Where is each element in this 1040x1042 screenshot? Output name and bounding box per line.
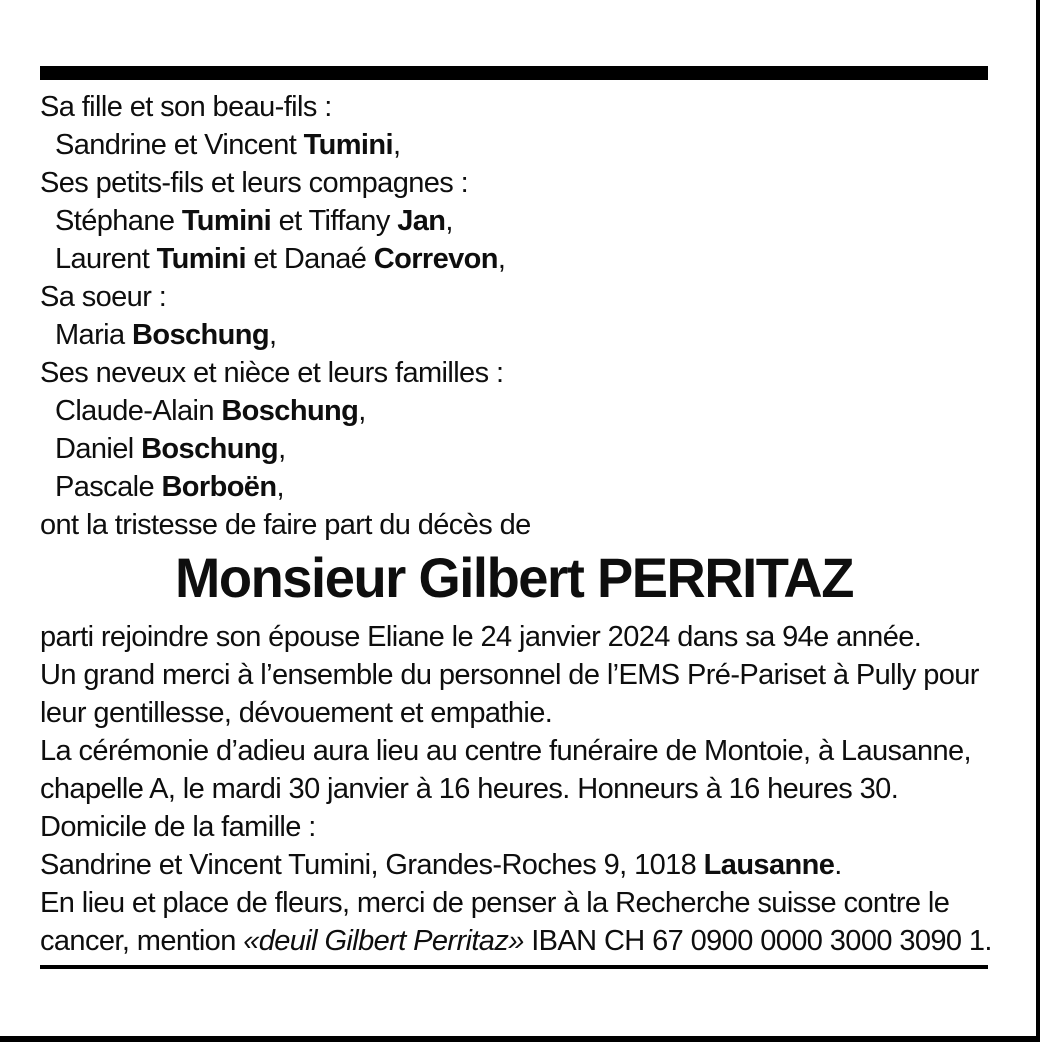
notice-column (40, 0, 992, 969)
text-line: Sandrine et Vincent Tumini, Grandes-Roches 9, 1018 Lausanne. (40, 849, 842, 881)
text-line: cancer, mention «deuil Gilbert Perritaz» IBAN CH 67 0900 0000 3000 3090 1. (40, 925, 992, 957)
text-line: Laurent Tumini et Danaé Correvon, (55, 243, 506, 275)
text-line: Un grand merci à l’ensemble du personnel de l’EMS Pré-Pariset à Pully pour (40, 659, 979, 691)
bottom-rule (40, 965, 988, 969)
deceased-name-title: Monsieur Gilbert PERRITAZ (175, 546, 853, 609)
text-line: Claude-Alain Boschung, (55, 395, 366, 427)
text-line: ont la tristesse de faire part du décès de (40, 509, 531, 541)
text-line: Domicile de la famille : (40, 811, 316, 843)
text-line: chapelle A, le mardi 30 janvier à 16 heures. Honneurs à 16 heures 30. (40, 773, 899, 805)
text-line: Ses neveux et nièce et leurs familles : (40, 357, 504, 389)
text-line: Stéphane Tumini et Tiffany Jan, (55, 205, 453, 237)
text-line: En lieu et place de fleurs, merci de penser à la Recherche suisse contre le (40, 887, 950, 919)
page-right-border (1036, 0, 1040, 1042)
text-line: La cérémonie d’adieu aura lieu au centre funéraire de Montoie, à Lausanne, (40, 735, 971, 767)
text-line: parti rejoindre son épouse Eliane le 24 janvier 2024 dans sa 94e année. (40, 621, 922, 653)
text-line: Daniel Boschung, (55, 433, 286, 465)
notice-body (40, 618, 992, 960)
text-line: Maria Boschung, (55, 319, 277, 351)
text-line: Sa soeur : (40, 281, 167, 313)
text-line: Sandrine et Vincent Tumini, (55, 129, 401, 161)
text-line: Sa fille et son beau-fils : (40, 91, 332, 123)
text-line: Ses petits-fils et leurs compagnes : (40, 167, 469, 199)
page-bottom-border (0, 1036, 1040, 1042)
top-rule (40, 66, 988, 80)
text-line: leur gentillesse, dévouement et empathie. (40, 697, 553, 729)
text-line: Pascale Borboën, (55, 471, 284, 503)
family-list (40, 88, 988, 544)
